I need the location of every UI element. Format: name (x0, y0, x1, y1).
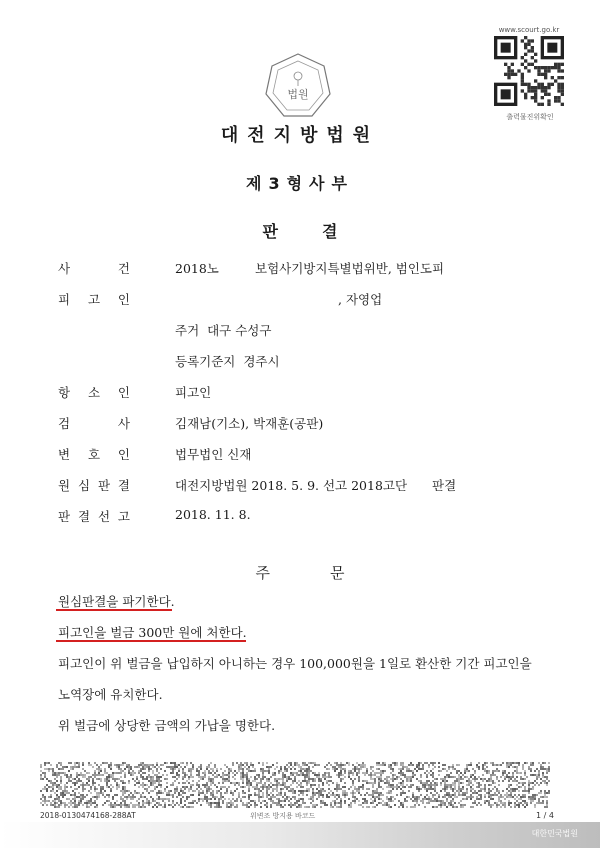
field-address (0, 321, 600, 341)
anti-forgery-barcode (40, 762, 550, 808)
order-line-5: 위 벌금에 상당한 금액의 가납을 명한다. (58, 718, 276, 733)
field-judgment-date (0, 507, 600, 527)
footer-court-label: 대한민국법원 (531, 829, 578, 838)
court-name: 대전지방법원 (220, 125, 380, 146)
field-appellant (0, 383, 600, 403)
qr-url: www.scourt.go.kr (498, 26, 560, 34)
barcode-caption: 위변조 방지용 바코드 (250, 812, 316, 820)
field-value-2: 보험사기방지특별법위반, 범인도피 (255, 261, 445, 276)
field-value-2: , 자영업 (338, 292, 383, 307)
order-line-2: 피고인을 벌금 300만 원에 처한다. (58, 625, 247, 640)
field-label: 원 심 판 결 (58, 478, 130, 493)
field-value-2: 판결 (432, 478, 457, 493)
field-label: 항 소 인 (58, 385, 130, 400)
judgment-order-title (0, 562, 600, 583)
order-line-1: 원심판결을 파기한다. (58, 594, 175, 609)
field-label: 검 사 (58, 416, 130, 431)
field-value: 법무법인 신재 (175, 447, 252, 462)
field-label: 판 결 선 고 (58, 509, 130, 524)
field-value: 2018노 (175, 261, 219, 276)
footer-band (0, 822, 600, 848)
order-title-char-2: 문 (330, 564, 345, 582)
field-value: 주거 대구 수성구 (175, 323, 272, 338)
red-underline-1 (56, 609, 172, 611)
field-attorney (0, 445, 600, 465)
doc-type-char-2: 결 (322, 222, 338, 241)
field-value: 김재남(기소), 박재훈(공판) (175, 416, 324, 431)
field-original-judgment (0, 476, 600, 496)
field-label: 변 호 인 (58, 447, 130, 462)
qr-caption: 출력물진위확인 (506, 113, 554, 121)
order-line-4: 노역장에 유치한다. (58, 687, 163, 702)
doc-type-char-1: 판 (262, 222, 278, 241)
red-underline-2 (56, 640, 246, 642)
field-value: 등록기준지 경주시 (175, 354, 280, 369)
document-type (0, 219, 600, 242)
field-case (0, 259, 600, 279)
verification-qr-code[interactable] (494, 36, 564, 106)
field-value: 피고인 (175, 385, 212, 400)
order-title-char-1: 주 (255, 564, 270, 582)
division-name: 제3형사부 (246, 174, 354, 193)
field-prosecutor (0, 414, 600, 434)
emblem-text: 법원 (287, 88, 309, 101)
field-label: 사 건 (58, 261, 130, 276)
page-number: 1 / 4 (536, 811, 554, 820)
field-registry (0, 352, 600, 372)
field-value: 대전지방법원 2018. 5. 9. 선고 2018고단 (175, 478, 408, 493)
field-defendant (0, 290, 600, 310)
document-number: 2018-0130474168-288AT (40, 811, 136, 820)
field-label: 피 고 인 (58, 292, 130, 307)
court-emblem-icon (262, 50, 334, 122)
order-line-3: 피고인이 위 벌금을 납입하지 아니하는 경우 100,000원을 1일로 환산한 기간 피고인을 (58, 656, 532, 671)
field-value: 2018. 11. 8. (175, 507, 251, 522)
